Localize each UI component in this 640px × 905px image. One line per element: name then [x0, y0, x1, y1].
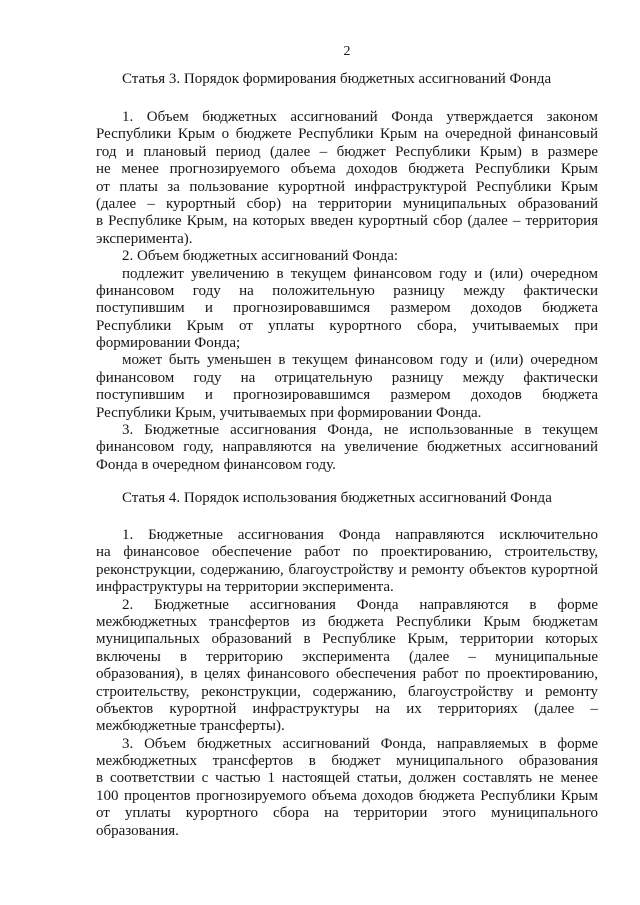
paragraph	[96, 422, 598, 474]
paragraph	[96, 527, 598, 597]
text-line: (далее – курортный сбор) на территории муниципальных образований	[96, 195, 598, 212]
paragraph	[96, 597, 598, 736]
text-line: эксперимента).	[96, 230, 193, 247]
article-heading: Статья 3. Порядок формирования бюджетных ассигнований Фонда	[122, 71, 552, 87]
text-line: подлежит увеличению в текущем финансовом году и (или) очередном	[122, 265, 598, 282]
text-line: на финансовое обеспечение работ по проектированию, строительству,	[96, 544, 598, 561]
text-line: год и плановый период (далее – бюджет Республики Крым) в размере	[96, 143, 598, 160]
text-line: 1. Бюджетные ассигнования Фонда направляются исключительно	[122, 527, 598, 543]
paragraph	[96, 266, 598, 353]
text-line: формировании Фонда;	[96, 335, 241, 352]
text-line: 3. Бюджетные ассигнования Фонда, не использованные в текущем	[122, 422, 598, 439]
text-line: от уплаты курортного сбора на территории этого муниципального	[96, 805, 598, 822]
text-line: может быть уменьшен в текущем финансовом году и (или) очередном	[122, 352, 598, 369]
text-line: в Республике Крым, на которых введен курортный сбор (далее – территория	[96, 213, 598, 230]
article-heading: Статья 4. Порядок использования бюджетных ассигнований Фонда	[122, 490, 552, 506]
text-line: не менее прогнозируемого объема доходов бюджета Республики Крым	[96, 161, 598, 178]
paragraph	[96, 109, 598, 248]
text-line: 1. Объем бюджетных ассигнований Фонда утверждается законом	[122, 109, 598, 125]
text-line: межбюджетные трансферты).	[96, 718, 285, 735]
text-line: Республики Крым о бюджете Республики Крым на очередной финансовый	[96, 126, 598, 143]
article-body	[96, 109, 598, 474]
text-line: межбюджетных трансфертов из бюджета Республики Крым бюджетам	[96, 613, 598, 630]
text-line: поступившим и прогнозировавшимся размером доходов бюджета	[96, 387, 598, 404]
text-line: включены в территорию эксперимента (далее – муниципальные	[96, 648, 598, 665]
text-line: Фонда в очередном финансовом году.	[96, 456, 336, 473]
text-line: образования.	[96, 822, 179, 839]
text-line: Республики Крым, учитываемых при формировании Фонда.	[96, 404, 482, 421]
text-line: образования), в целях финансового обеспечения работ по проектированию,	[96, 666, 598, 683]
text-line: инфраструктуры на территории эксперимента.	[96, 579, 394, 596]
paragraph	[96, 736, 598, 840]
text-line: финансовом году на отрицательную разницу между фактически	[96, 369, 598, 386]
text-line: Республики Крым от уплаты курортного сбора, учитываемых при	[96, 317, 598, 334]
text-line: межбюджетных трансфертов в бюджет муниципального образования	[96, 753, 598, 770]
page-number: 2	[343, 44, 351, 59]
text-line: строительству, реконструкции, содержанию, благоустройству и ремонту	[96, 683, 598, 700]
article-body	[96, 527, 598, 840]
text-line: поступившим и прогнозировавшимся размером доходов бюджета	[96, 300, 598, 317]
text-line: реконструкции, содержанию, благоустройству и ремонту объектов курортной	[96, 561, 598, 578]
text-line: объектов курортной инфраструктуры на их территориях (далее –	[96, 700, 598, 717]
text-line: 2. Объем бюджетных ассигнований Фонда:	[122, 248, 399, 265]
text-line: финансовом году на положительную разницу между фактически	[96, 282, 598, 299]
paragraph	[96, 248, 598, 265]
text-line: муниципальных образований в Республике Крым, территории которых	[96, 631, 598, 648]
text-line: 100 процентов прогнозируемого объема доходов бюджета Республики Крым	[96, 787, 598, 804]
text-line: от платы за пользование курортной инфраструктурой Республики Крым	[96, 178, 598, 195]
text-line: 3. Объем бюджетных ассигнований Фонда, направляемых в форме	[122, 735, 598, 752]
text-line: 2. Бюджетные ассигнования Фонда направляются в форме	[122, 596, 598, 613]
text-line: в соответствии с частью 1 настоящей статьи, должен составлять не менее	[96, 770, 598, 787]
text-line: финансовом году, направляются на увеличение бюджетных ассигнований	[96, 439, 598, 456]
paragraph	[96, 352, 598, 422]
